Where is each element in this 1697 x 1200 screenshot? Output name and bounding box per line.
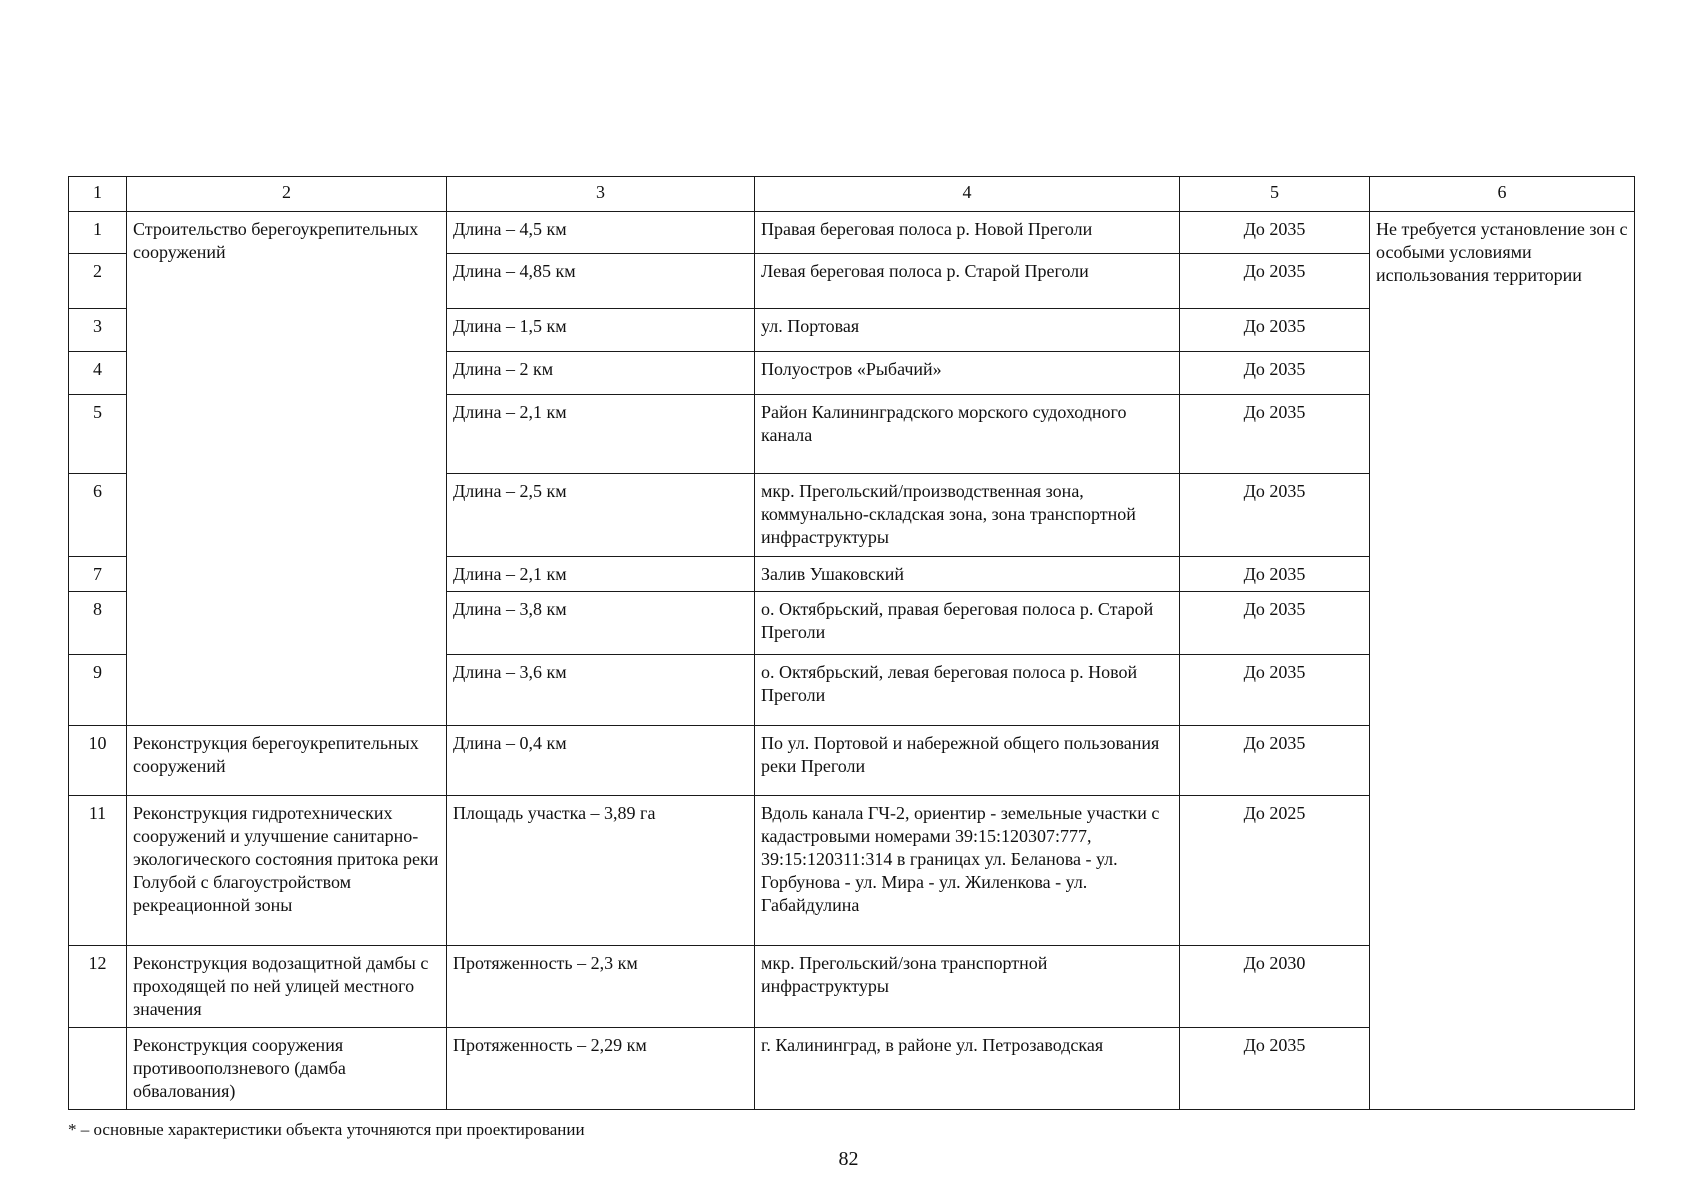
object-term: До 2035 [1180,726,1370,796]
object-term: До 2035 [1180,212,1370,254]
row-number: 11 [69,796,127,946]
object-location: Левая береговая полоса р. Старой Преголи [755,254,1180,309]
object-location: г. Калининград, в районе ул. Петрозаводская [755,1028,1180,1110]
object-parameter: Длина – 0,4 км [447,726,755,796]
object-parameter: Длина – 3,6 км [447,655,755,726]
object-name: Реконструкция водозащитной дамбы с проходящей по ней улицей местного значения [127,946,447,1028]
object-parameter: Длина – 4,5 км [447,212,755,254]
row-number: 8 [69,592,127,655]
object-parameter: Протяженность – 2,29 км [447,1028,755,1110]
object-name: Реконструкция сооружения противооползневого (дамба обвалования) [127,1028,447,1110]
object-parameter: Длина – 3,8 км [447,592,755,655]
object-location: мкр. Прегольский/производственная зона, коммунально-складская зона, зона транспортной инфраструктуры [755,474,1180,557]
header-cell: 3 [447,177,755,212]
object-term: До 2035 [1180,474,1370,557]
header-cell: 6 [1370,177,1635,212]
object-parameter: Длина – 2,5 км [447,474,755,557]
object-term: До 2035 [1180,1028,1370,1110]
row-number: 2 [69,254,127,309]
object-name: Реконструкция берегоукрепительных сооружений [127,726,447,796]
object-parameter: Длина – 4,85 км [447,254,755,309]
object-parameter: Длина – 2,1 км [447,557,755,592]
object-location: ул. Портовая [755,309,1180,352]
table-row [69,212,1635,254]
row-number: 6 [69,474,127,557]
object-parameter: Протяженность – 2,3 км [447,946,755,1028]
object-term: До 2035 [1180,309,1370,352]
header-cell: 2 [127,177,447,212]
object-location: о. Октябрьский, правая береговая полоса р. Старой Преголи [755,592,1180,655]
row-number: 3 [69,309,127,352]
zones-note: Не требуется установление зон с особыми условиями использования территории [1370,212,1635,1110]
header-row [69,177,1635,212]
object-term: До 2030 [1180,946,1370,1028]
row-number: 1 [69,212,127,254]
object-location: о. Октябрьский, левая береговая полоса р. Новой Преголи [755,655,1180,726]
header-cell: 1 [69,177,127,212]
object-parameter: Длина – 2,1 км [447,395,755,474]
object-parameter: Площадь участка – 3,89 га [447,796,755,946]
object-term: До 2035 [1180,592,1370,655]
row-number: 9 [69,655,127,726]
object-location: мкр. Прегольский/зона транспортной инфраструктуры [755,946,1180,1028]
object-location: По ул. Портовой и набережной общего пользования реки Преголи [755,726,1180,796]
object-term: До 2035 [1180,655,1370,726]
header-cell: 4 [755,177,1180,212]
object-name: Строительство берегоукрепительных сооружений [127,212,447,726]
objects-table [68,176,1635,1110]
object-parameter: Длина – 1,5 км [447,309,755,352]
object-name: Реконструкция гидротехнических сооружений и улучшение санитарно-экологического состояния притока реки Голубой с благоустройством рекреационной зоны [127,796,447,946]
header-cell: 5 [1180,177,1370,212]
object-term: До 2035 [1180,352,1370,395]
object-parameter: Длина – 2 км [447,352,755,395]
object-location: Вдоль канала ГЧ-2, ориентир - земельные участки с кадастровыми номерами 39:15:120307:777, 39:15:120311:314 в границах ул. Беланова - ул. Горбунова - ул. Мира - ул. Жиленкова - ул. Габайдулина [755,796,1180,946]
page-number: 82 [838,1148,859,1170]
row-number [69,1028,127,1110]
object-location: Полуостров «Рыбачий» [755,352,1180,395]
row-number: 12 [69,946,127,1028]
row-number: 7 [69,557,127,592]
object-term: До 2025 [1180,796,1370,946]
object-term: До 2035 [1180,395,1370,474]
object-location: Правая береговая полоса р. Новой Преголи [755,212,1180,254]
object-term: До 2035 [1180,254,1370,309]
row-number: 10 [69,726,127,796]
footnote: * – основные характеристики объекта уточняются при проектировании [68,1120,585,1139]
object-location: Залив Ушаковский [755,557,1180,592]
row-number: 5 [69,395,127,474]
object-term: До 2035 [1180,557,1370,592]
row-number: 4 [69,352,127,395]
object-location: Район Калининградского морского судоходного канала [755,395,1180,474]
